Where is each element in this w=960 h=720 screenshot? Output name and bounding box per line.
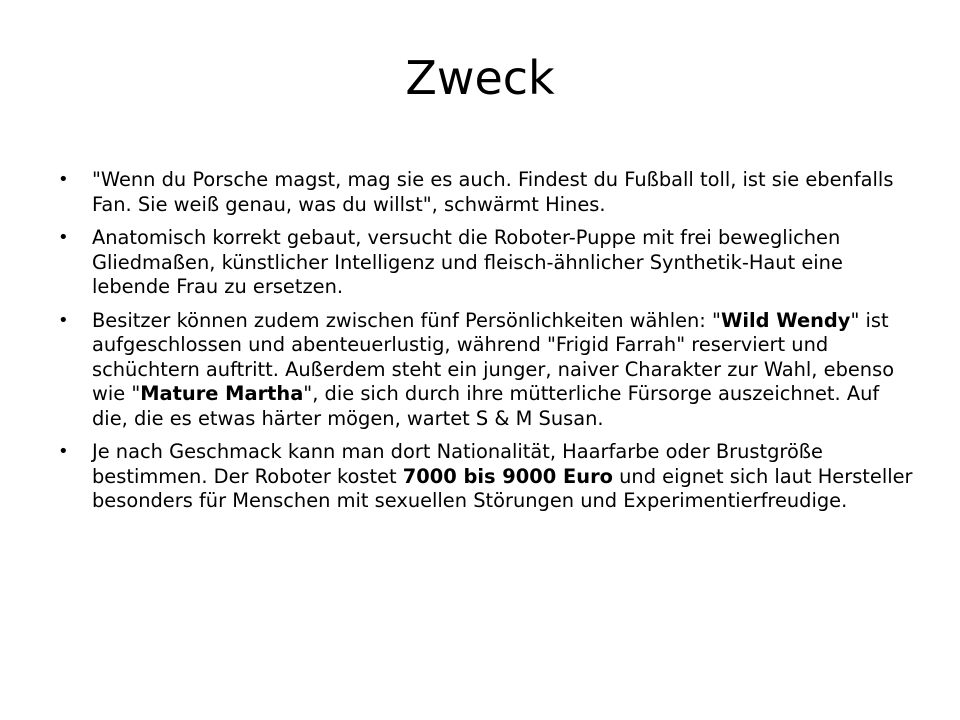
text-run: ", die sich durch ihre mütterliche Fürsorge auszeichnet. Auf die, die es etwas härter mögen, wartet S & M Susan. — [92, 382, 880, 430]
bullet-item — [58, 440, 918, 514]
bullet-list — [58, 168, 918, 523]
bold-text-run: Wild Wendy — [720, 308, 851, 332]
bold-text-run: 7000 bis 9000 Euro — [402, 464, 613, 488]
bullet-icon: • — [58, 309, 69, 331]
text-run: Je nach Geschmack kann man dort Nationalität, Haarfarbe oder Brustgröße bestimmen. Der Roboter kostet — [92, 440, 823, 488]
text-run: Besitzer können zudem zwischen fünf Persönlichkeiten wählen: " — [92, 308, 721, 332]
bullet-text — [92, 309, 894, 430]
bold-text-run: Mature Martha — [140, 382, 304, 405]
bullet-item — [58, 309, 918, 432]
bullet-item — [58, 226, 918, 300]
text-run: Anatomisch korrekt gebaut, versucht die Roboter-Puppe mit frei beweglichen Gliedmaßen, künstlicher Intelligenz und fleisch-ähnlicher Synthetik-Haut eine lebende Frau zu ersetzen. — [92, 226, 843, 298]
bullet-item — [58, 168, 918, 217]
bullet-icon: • — [58, 169, 69, 190]
slide-title: Zweck — [405, 51, 555, 105]
bullet-text — [92, 226, 843, 298]
text-run: "Wenn du Porsche magst, mag sie es auch. Findest du Fußball toll, ist sie ebenfalls Fan. Sie weiß genau, was du willst", schwärmt Hines. — [92, 168, 894, 216]
bullet-icon: • — [58, 441, 69, 462]
bullet-text — [92, 168, 893, 216]
text-run: " ist aufgeschlossen und abenteuerlustig, während "Frigid Farrah" reserviert und schüchtern auftritt. Außerdem steht ein junger, naiver Charakter zur Wahl, ebenso wie " — [92, 308, 895, 405]
bullet-icon: • — [58, 227, 69, 248]
text-run: und eignet sich laut Hersteller besonders für Menschen mit sexuellen Störungen und Experimentierfreudige. — [92, 464, 913, 512]
bullet-text — [92, 440, 913, 512]
